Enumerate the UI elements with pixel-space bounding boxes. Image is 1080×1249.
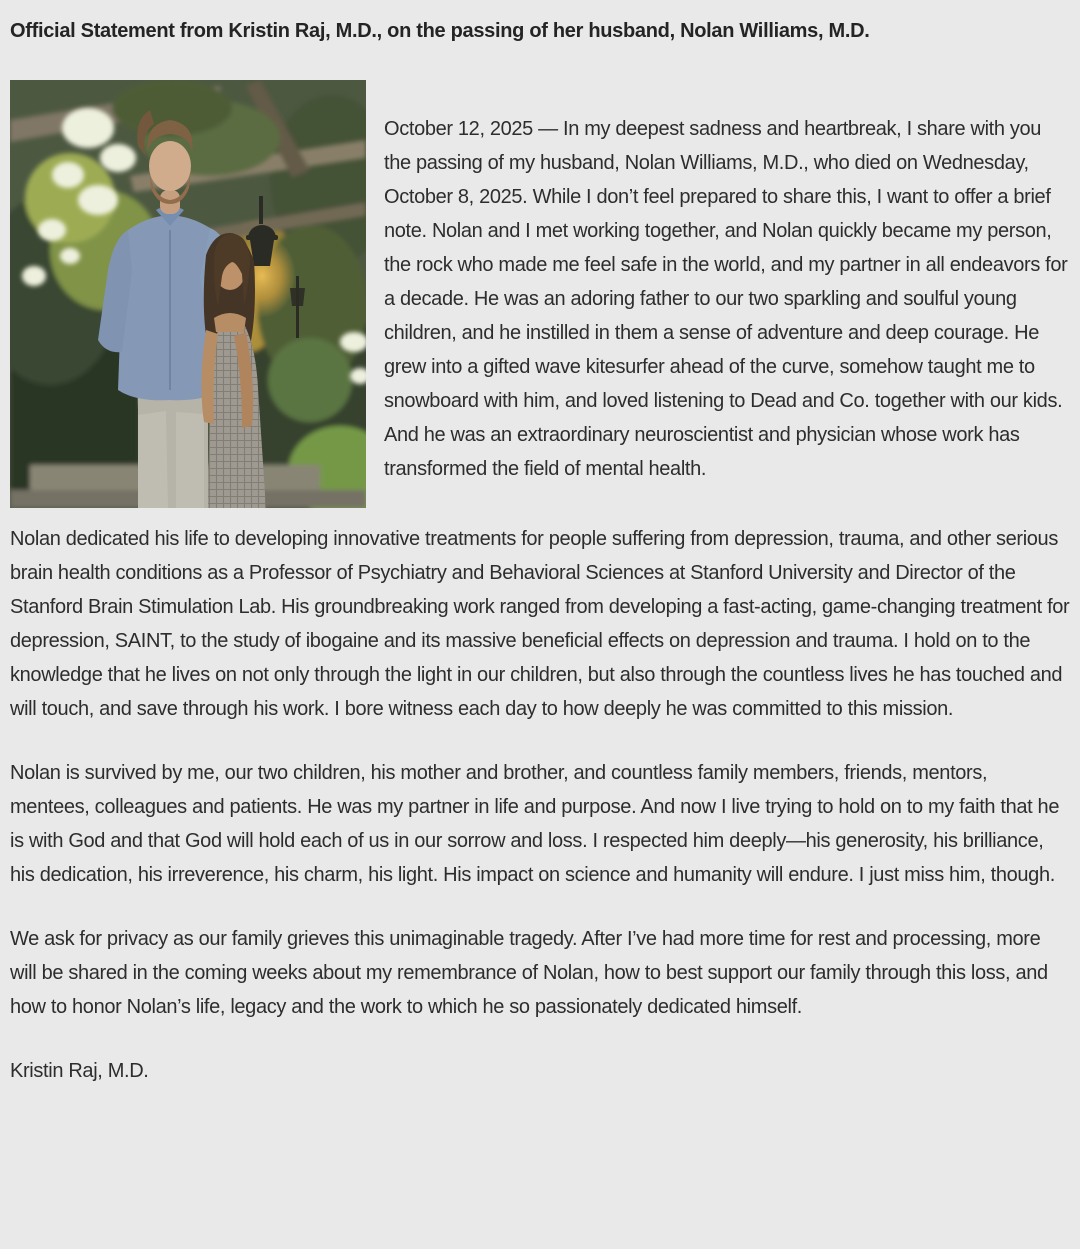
lead-section <box>10 80 1070 522</box>
statement-paragraph-4: We ask for privacy as our family grieves this unimaginable tragedy. After I’ve had more time for rest and processing, more will be shared in the coming weeks about my remembrance of Nolan, how to best support our family through this loss, and how to honor Nolan’s life, legacy and the work to which he so passionately dedicated himself. <box>10 928 1048 1018</box>
statement-paragraph-3: Nolan is survived by me, our two children, his mother and brother, and countless family members, friends, mentors, mentees, colleagues and patients. He was my partner in life and purpose. And now I live trying to hold on to my faith that he is with God and that God will hold each of us in our sorrow and loss. I respected him deeply—his generosity, his brilliance, his dedication, his irreverence, his charm, his light. His impact on science and humanity will endure. I just miss him, though. <box>10 762 1060 886</box>
signature: Kristin Raj, M.D. <box>10 1060 149 1082</box>
statement-paragraph-2: Nolan dedicated his life to developing innovative treatments for people suffering from depression, trauma, and other serious brain health conditions as a Professor of Psychiatry and Behavioral Sciences at Stanford University and Director of the Stanford Brain Stimulation Lab. His groundbreaking work ranged from developing a fast-acting, game-changing treatment for depression, SAINT, to the study of ibogaine and its massive beneficial effects on depression and trauma. I hold on to the knowledge that he lives on not only through the light in our children, but also through the countless lives he has touched and will touch, and save through his work. I bore witness each day to how deeply he was committed to this mission. <box>10 528 1070 720</box>
page-title: Official Statement from Kristin Raj, M.D., on the passing of her husband, Nolan Williams, M.D. <box>10 20 870 42</box>
couple-photo-illustration <box>10 80 366 508</box>
couple-photo <box>10 80 366 508</box>
statement-paragraph-1: October 12, 2025 — In my deepest sadness and heartbreak, I share with you the passing of my husband, Nolan Williams, M.D., who died on Wednesday, October 8, 2025. While I don’t feel prepared to share this, I want to offer a brief note. Nolan and I met working together, and Nolan quickly became my person, the rock who made me feel safe in the world, and my partner in all endeavors for a decade. He was an adoring father to our two sparkling and soulful young children, and he instilled in them a sense of adventure and deep courage. He grew into a gifted wave kitesurfer ahead of the curve, somehow taught me to snowboard with him, and loved listening to Dead and Co. together with our kids. And he was an extraordinary neuroscientist and physician whose work has transformed the field of mental health. <box>384 118 1068 480</box>
